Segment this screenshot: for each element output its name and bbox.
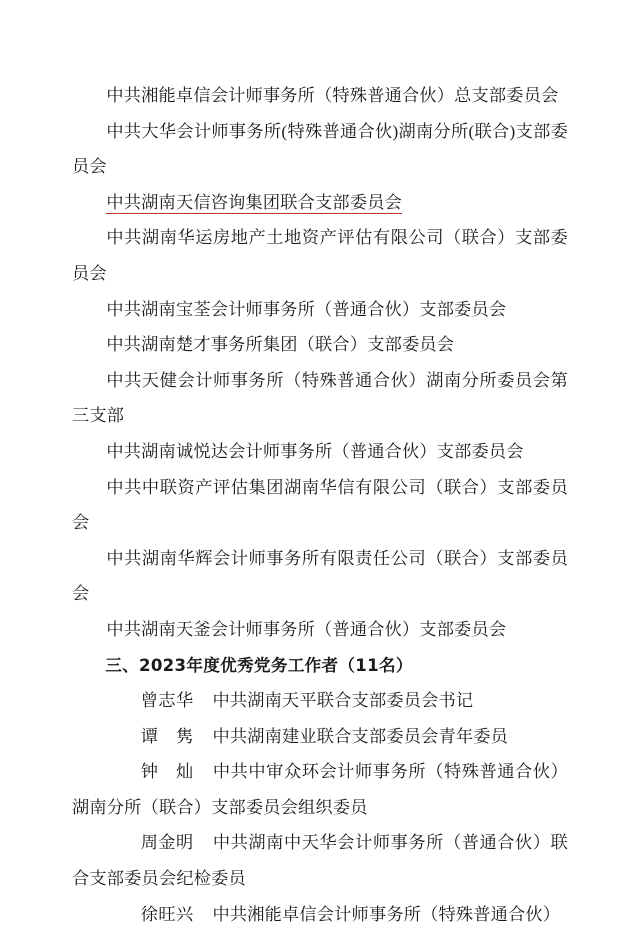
list-item (72, 825, 568, 896)
list-item: 中共中联资产评估集团湖南华信有限公司（联合）支部委员会 (72, 477, 568, 533)
person-name: 谭 隽 (140, 726, 194, 746)
list-item-highlighted: 中共湖南天信咨询集团联合支部委员会 (106, 192, 402, 212)
list-item (72, 683, 568, 719)
list-item: 中共湖南诚悦达会计师事务所（普通合伙）支部委员会 (106, 441, 524, 461)
person-name: 周金明 (140, 833, 194, 853)
person-org: 中共中审众环会计师事务所（特殊普通合伙）湖南分所（联合）支部委员会组织委员 (72, 762, 568, 817)
person-org: 中共湖南天平联合支部委员会书记 (212, 691, 474, 711)
list-item (72, 897, 568, 932)
list-item: 中共湖南天釜会计师事务所（普通合伙）支部委员会 (106, 619, 507, 639)
list-item: 中共湖南宝荃会计师事务所（普通合伙）支部委员会 (106, 299, 507, 319)
person-org: 中共湘能卓信会计师事务所（特殊普通合伙） (212, 904, 561, 924)
person-org: 中共湖南建业联合支部委员会青年委员 (212, 726, 509, 746)
list-item: 中共湖南华辉会计师事务所有限责任公司（联合）支部委员会 (72, 548, 568, 604)
person-name: 徐旺兴 (140, 904, 194, 924)
list-item (72, 719, 568, 755)
list-item: 中共湖南华运房地产土地资产评估有限公司（联合）支部委员会 (72, 228, 568, 283)
person-name: 钟 灿 (140, 762, 194, 782)
list-item (72, 754, 568, 825)
list-item: 中共湖南楚才事务所集团（联合）支部委员会 (106, 335, 455, 355)
list-item: 中共天健会计师事务所（特殊普通合伙）湖南分所委员会第三支部 (72, 370, 568, 426)
person-org: 中共湖南中天华会计师事务所（普通合伙）联合支部委员会纪检委员 (72, 833, 568, 889)
section-heading: 三、2023年度优秀党务工作者（11名） (105, 655, 413, 675)
document-body (72, 78, 568, 932)
list-item: 中共湘能卓信会计师事务所（特殊普通合伙）总支部委员会 (106, 86, 559, 105)
person-name: 曾志华 (140, 691, 194, 711)
list-item: 中共大华会计师事务所(特殊普通合伙)湖南分所(联合)支部委员会 (72, 121, 568, 177)
